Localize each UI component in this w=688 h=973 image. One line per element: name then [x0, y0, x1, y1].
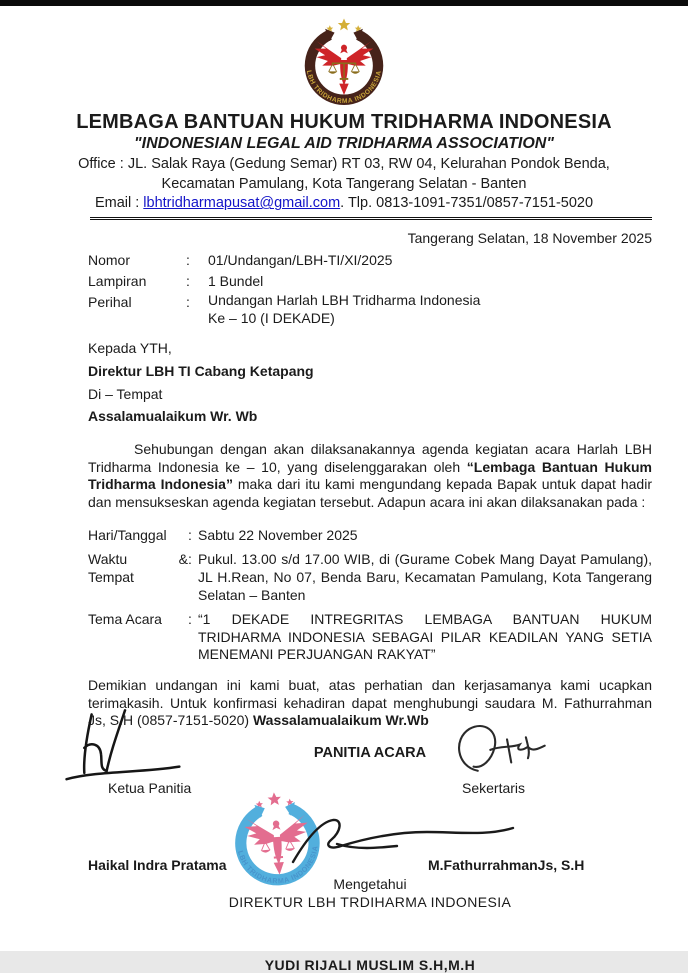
- name-ketua: Haikal Indra Pratama: [88, 856, 227, 873]
- committee-heading: PANITIA ACARA: [313, 744, 427, 761]
- name-direktur: YUDI RIJALI MUSLIM S.H,M.H: [264, 957, 476, 973]
- endorsement-line2: DIREKTUR LBH TRDIHARMA INDONESIA: [228, 894, 512, 911]
- closing-paragraph: [88, 677, 652, 730]
- signature-block: [88, 780, 652, 873]
- closing-greeting-bold: Wassalamualaikum Wr.Wb: [252, 712, 429, 729]
- detail-value: “1 DEKADE INTREGRITAS LEMBAGA BANTUAN HUKUM TRIDHARMA INDONESIA SEBAGAI PILAR KEADILAN YANG SETIA MENEMANI PERJUANGAN RAKYAT”: [198, 611, 652, 663]
- address-line-2: Kecamatan Pamulang, Kota Tangerang Selatan - Banten: [161, 176, 527, 193]
- meta-value-line2: Ke – 10 (I DEKADE): [208, 309, 335, 326]
- islamic-greeting: Assalamualaikum Wr. Wb: [88, 408, 258, 425]
- lbh-tridharma-emblem-icon: [292, 14, 396, 106]
- detail-colon: :: [188, 551, 192, 568]
- opening-text-2: maka dari itu kami mengundang kepada Bapak untuk dapat hadir dan mensukseskan agenda kegiatan tersebut. Adapun acara ini akan dilaksanakan pada :: [88, 476, 652, 511]
- detail-label: Tema Acara: [88, 611, 162, 628]
- recipient-name: Direktur LBH TI Cabang Ketapang: [88, 363, 314, 380]
- detail-row-tema: [88, 611, 652, 664]
- letterhead-rule: [90, 217, 652, 220]
- letterhead: [0, 6, 688, 211]
- meta-colon: :: [186, 294, 190, 311]
- detail-row-hari: [88, 527, 652, 545]
- meta-label: Nomor: [88, 252, 131, 269]
- detail-label: Waktu & Tempat: [88, 551, 188, 585]
- detail-colon: :: [188, 526, 192, 543]
- endorsement-block: [88, 875, 652, 911]
- detail-value: Sabtu 22 November 2025: [198, 526, 358, 543]
- meta-colon: :: [186, 252, 190, 269]
- meta-value: 1 Bundel: [208, 273, 264, 290]
- meta-row-perihal: [88, 292, 652, 327]
- name-sekertaris: M.FathurrahmanJs, S.H: [428, 856, 585, 873]
- meta-row-lampiran: [88, 271, 652, 292]
- opening-paragraph: [88, 441, 652, 512]
- recipient-place: Di – Tempat: [88, 385, 163, 402]
- dateline: Tangerang Selatan, 18 November 2025: [407, 230, 652, 247]
- letter-meta: [88, 250, 652, 327]
- endorsement-line1: Mengetahui: [333, 875, 407, 892]
- recipient-block: [88, 337, 652, 428]
- email-link[interactable]: lbhtridharmapusat@gmail.com: [143, 195, 341, 212]
- meta-label: Perihal: [88, 294, 132, 311]
- email-label: Email :: [94, 195, 144, 212]
- meta-row-nomor: [88, 250, 652, 271]
- ketua-block: [88, 780, 298, 873]
- meta-value-line1: Undangan Harlah LBH Tridharma Indonesia: [208, 292, 481, 309]
- meta-colon: :: [186, 273, 190, 290]
- meta-label: Lampiran: [88, 273, 147, 290]
- detail-colon: :: [188, 611, 192, 628]
- contact-line: [0, 195, 688, 211]
- closing-text: Demikian undangan ini kami buat, atas perhatian dan kerjasamanya kami ucapkan terimakasih. Untuk konfirmasi kehadiran dapat menghubungi saudara M. Fathurrahman Js, S.H (0857-7151-5020): [88, 677, 652, 729]
- detail-value: Pukul. 13.00 s/d 17.00 WIB, di (Gurame Cobek Mang Dayat Pamulang), JL H.Rean, No 07, Benda Baru, Kecamatan Pamulang, Kota Tangerang Selatan – Banten: [198, 551, 652, 603]
- org-name: LEMBAGA BANTUAN HUKUM TRIDHARMA INDONESIA: [76, 111, 612, 133]
- meta-value: [208, 292, 652, 327]
- role-sekertaris: Sekertaris: [462, 779, 526, 796]
- role-ketua: Ketua Panitia: [108, 779, 192, 796]
- phone-text: . Tlp. 0813-1091-7351/0857-7151-5020: [340, 195, 594, 212]
- recipient-salutation: Kepada YTH,: [88, 340, 172, 357]
- detail-row-waktu: [88, 551, 652, 604]
- event-details: [88, 527, 652, 664]
- detail-label: Hari/Tanggal: [88, 526, 167, 543]
- address-line-1: Office : JL. Salak Raya (Gedung Semar) RT 03, RW 04, Kelurahan Pondok Benda,: [78, 156, 610, 172]
- opening-text-1: Sehubungan dengan akan dilaksanakannya agenda kegiatan acara Harlah LBH Tridharma Indonesia ke – 10, yang diselenggarakan oleh: [88, 441, 652, 475]
- org-name-english: "INDONESIAN LEGAL AID TRIDHARMA ASSOCIATION": [134, 135, 554, 152]
- opening-org-bold: “Lembaga Bantuan Hukum Tridharma Indonesia”: [88, 458, 652, 493]
- sekertaris-block: [428, 780, 606, 873]
- meta-value: 01/Undangan/LBH-TI/XI/2025: [208, 252, 393, 269]
